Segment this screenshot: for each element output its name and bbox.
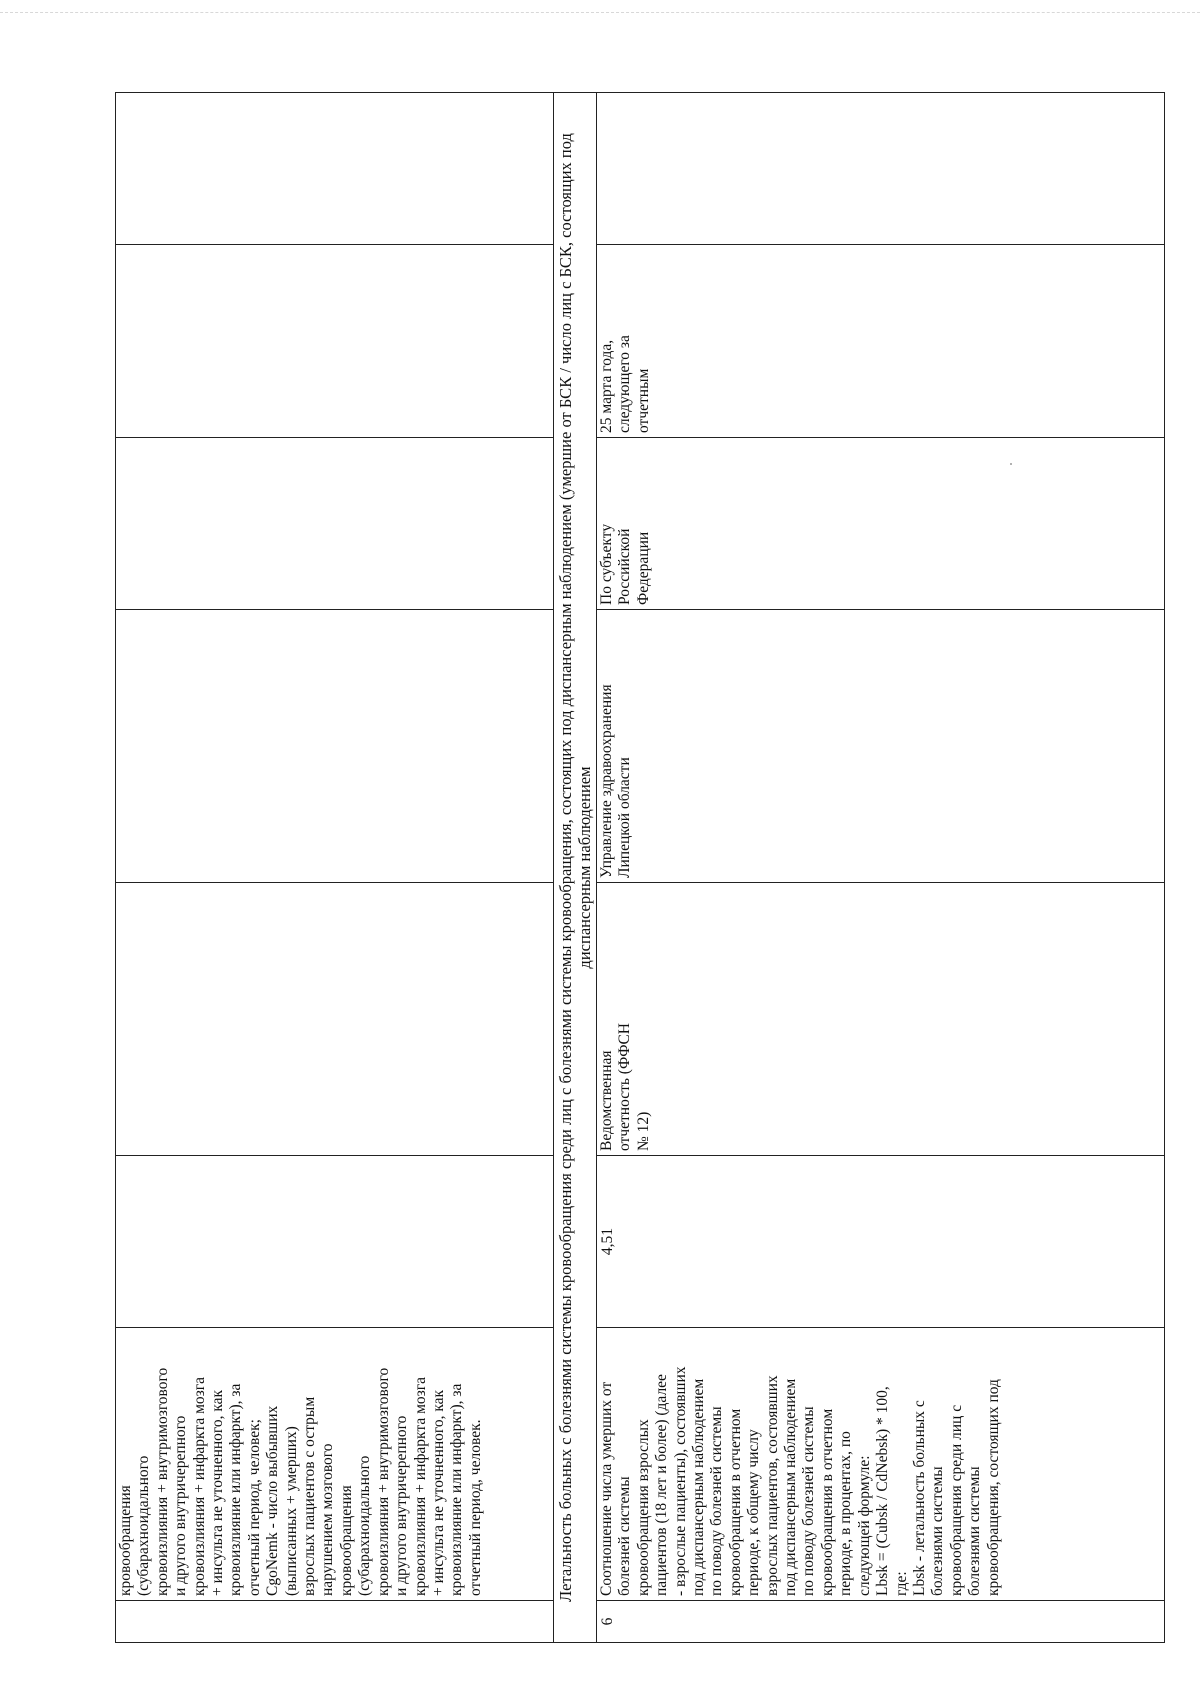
target-value-cell: 4,51: [597, 1156, 1165, 1328]
data-source-cell: [116, 883, 554, 1156]
responsible-cell: [116, 610, 554, 883]
table-row: [597, 93, 1165, 1643]
scan-speck: [1010, 463, 1012, 465]
section-header-row: [554, 93, 597, 1643]
section-header: Летальность больных с болезнями системы кровообращения среди лиц с болезнями системы кровообращения, состоящих под диспансерным наблюдением (умершие от БСК / число лиц с БСК, состоящих под диспансерным наблюдением: [554, 93, 597, 1643]
indicator-description-cell: кровообращения (субарахноидального кровоизлияния + внутримозгового и другого внутричерепного кровоизлияния + инфаркта мозга + инсульта не уточненного, как кровоизлияние или инфаркт), за отчетный период, человек; CgoNеmk - число выбывших (выписанных + умерших) взрослых пациентов с острым нарушением мозгового кровообращения (субарахноидального кровоизлияния + внутримозгового и другого внутричерепного кровоизлияния + инфаркта мозга + инсульта не уточненного, как кровоизлияние или инфаркт), за отчетный период, человек.: [116, 1328, 554, 1601]
data-source-cell: Ведомственная отчетность (ФФСН № 12): [597, 883, 1165, 1156]
note-cell: [116, 93, 554, 245]
indicator-description-cell: Соотношение числа умерших от болезней системы кровообращения взрослых пациентов (18 лет и более) (далее - взрослые пациенты), состоявших под диспансерным наблюдением по поводу болезней системы кровообращения в отчетном периоде, к общему числу взрослых пациентов, состоявших под диспансерным наблюдением по поводу болезней системы кровообращения в отчетном периоде, в процентах, по следующей формуле: Lbsk = (Cubsk / CdNеbsk) * 100, где: Lbsk - летальность больных с болезнями системы кровообращения среди лиц с болезнями системы кровообращения, состоящих под: [597, 1328, 1165, 1601]
row-number-cell: [116, 1601, 554, 1643]
note-cell: [597, 93, 1165, 245]
scan-edge-line: [0, 12, 1200, 13]
rotated-page: [115, 93, 1165, 1643]
level-cell: [116, 438, 554, 610]
indicator-table: [115, 92, 1165, 1643]
level-cell: По субъекту Российской Федерации: [597, 438, 1165, 610]
deadline-cell: 25 марта года, следующего за отчетным: [597, 245, 1165, 438]
deadline-cell: [116, 245, 554, 438]
responsible-cell: Управление здравоохранения Липецкой области: [597, 610, 1165, 883]
target-value-cell: [116, 1156, 554, 1328]
row-number-cell: 6: [597, 1601, 1165, 1643]
table-row: [116, 93, 554, 1643]
